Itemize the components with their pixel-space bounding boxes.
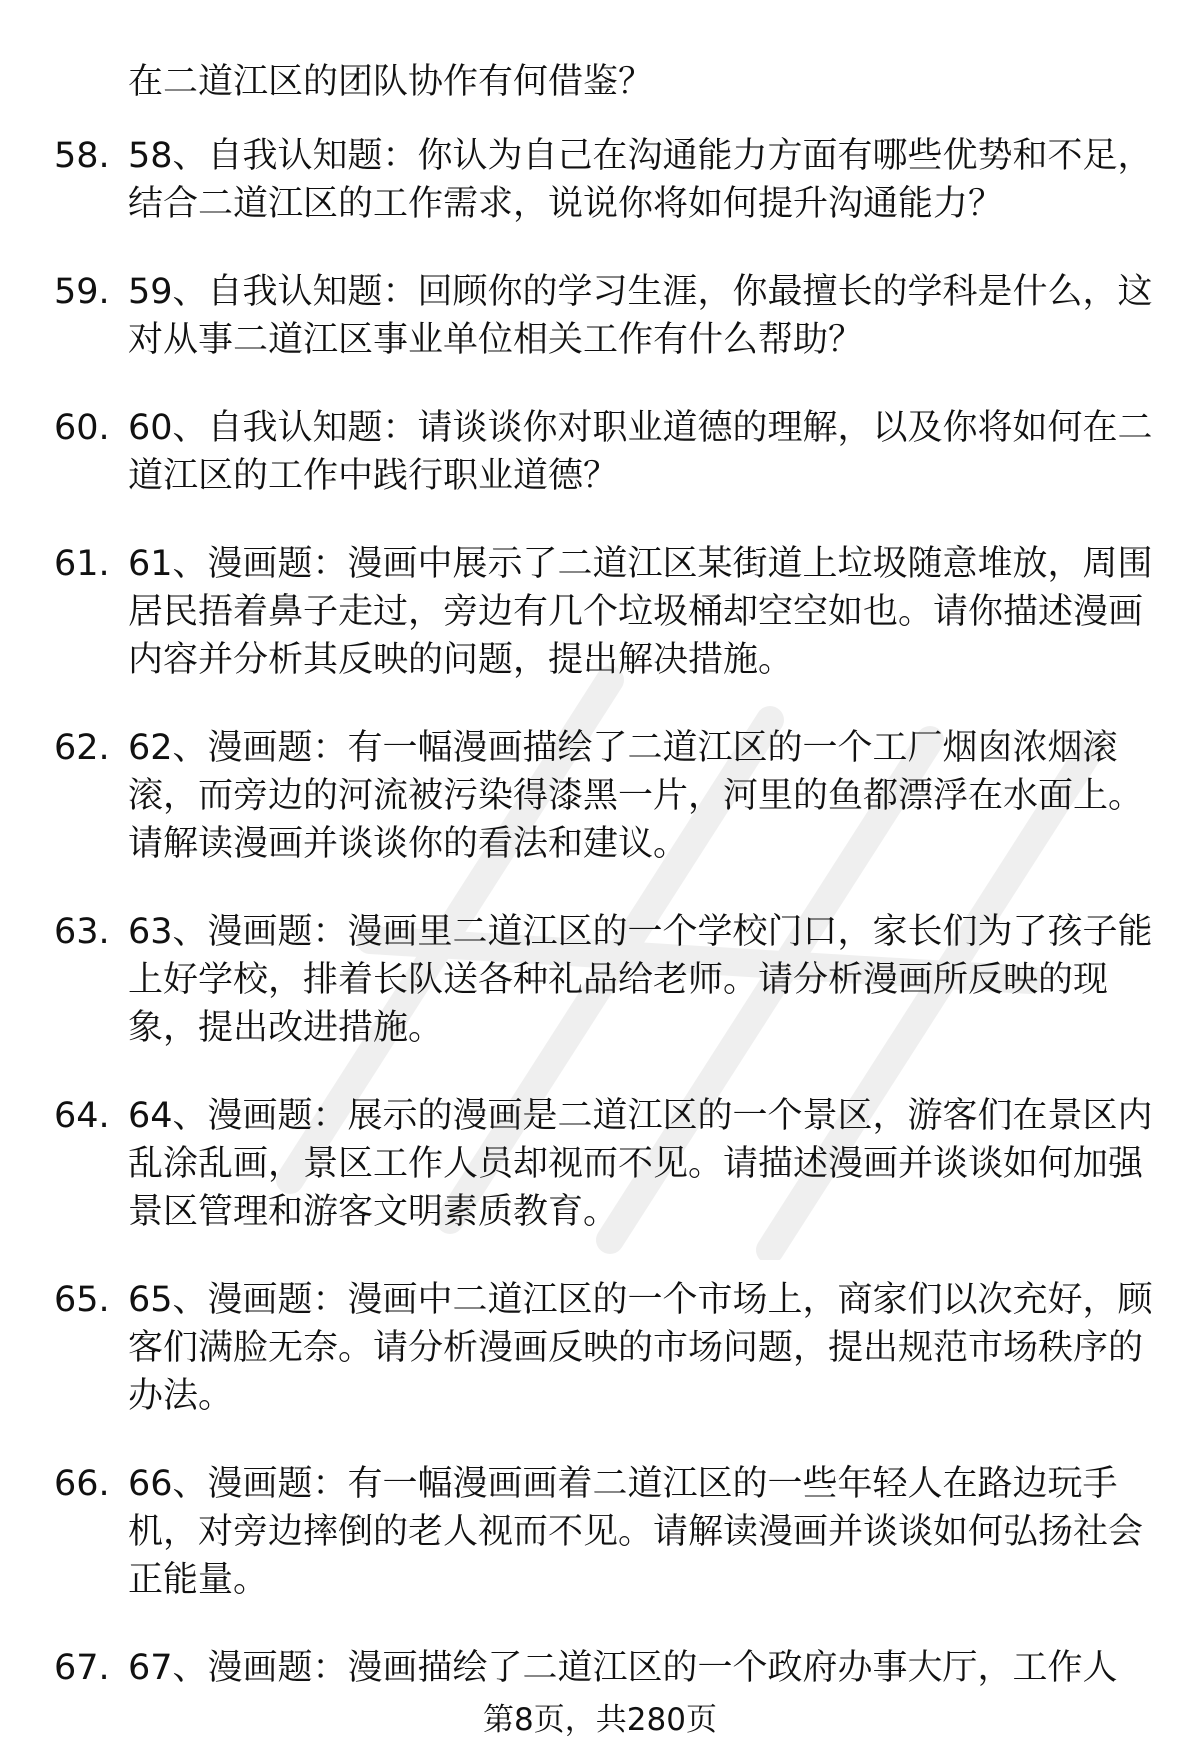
question-item bbox=[0, 724, 1200, 868]
question-item bbox=[0, 908, 1200, 1052]
page-footer: 第8页，共280页 bbox=[483, 1702, 717, 1738]
question-text: 65、漫画题：漫画中二道江区的一个市场上，商家们以次充好，顾客们满脸无奈。请分析漫画反映的市场问题，提出规范市场秩序的办法。 bbox=[128, 1280, 1153, 1416]
question-number: 66. bbox=[54, 1464, 110, 1504]
question-text: 60、自我认知题：请谈谈你对职业道德的理解，以及你将如何在二道江区的工作中践行职业道德？ bbox=[128, 408, 1153, 496]
question-number: 59. bbox=[54, 272, 110, 312]
question-item bbox=[0, 540, 1200, 684]
question-number: 65. bbox=[54, 1280, 110, 1320]
question-text: 62、漫画题：有一幅漫画描绘了二道江区的一个工厂烟囱浓烟滚滚，而旁边的河流被污染得漆黑一片，河里的鱼都漂浮在水面上。请解读漫画并谈谈你的看法和建议。 bbox=[128, 728, 1144, 864]
question-number: 67. bbox=[54, 1648, 110, 1688]
question-number: 62. bbox=[54, 728, 110, 768]
question-item bbox=[0, 404, 1200, 500]
question-item bbox=[0, 268, 1200, 364]
continuation-text: 在二道江区的团队协作有何借鉴？ bbox=[128, 62, 654, 102]
question-item bbox=[0, 1092, 1200, 1236]
question-item bbox=[0, 1460, 1200, 1604]
question-text: 64、漫画题：展示的漫画是二道江区的一个景区，游客们在景区内乱涂乱画，景区工作人员却视而不见。请描述漫画并谈谈如何加强景区管理和游客文明素质教育。 bbox=[128, 1096, 1153, 1232]
question-text: 67、漫画题：漫画描绘了二道江区的一个政府办事大厅，工作人 bbox=[128, 1648, 1118, 1688]
question-item bbox=[0, 1644, 1200, 1692]
question-text: 58、自我认知题：你认为自己在沟通能力方面有哪些优势和不足，结合二道江区的工作需求，说说你将如何提升沟通能力？ bbox=[128, 136, 1153, 224]
question-number: 61. bbox=[54, 544, 110, 584]
question-text: 59、自我认知题：回顾你的学习生涯，你最擅长的学科是什么，这对从事二道江区事业单位相关工作有什么帮助？ bbox=[128, 272, 1153, 360]
question-number: 64. bbox=[54, 1096, 110, 1136]
question-number: 63. bbox=[54, 912, 110, 952]
question-text: 66、漫画题：有一幅漫画画着二道江区的一些年轻人在路边玩手机，对旁边摔倒的老人视而不见。请解读漫画并谈谈如何弘扬社会正能量。 bbox=[128, 1464, 1144, 1600]
question-text: 61、漫画题：漫画中展示了二道江区某街道上垃圾随意堆放，周围居民捂着鼻子走过，旁边有几个垃圾桶却空空如也。请你描述漫画内容并分析其反映的问题，提出解决措施。 bbox=[128, 544, 1153, 680]
question-item bbox=[0, 1276, 1200, 1420]
question-text: 63、漫画题：漫画里二道江区的一个学校门口，家长们为了孩子能上好学校，排着长队送各种礼品给老师。请分析漫画所反映的现象，提出改进措施。 bbox=[128, 912, 1153, 1048]
question-number: 60. bbox=[54, 408, 110, 448]
question-number: 58. bbox=[54, 136, 110, 176]
question-list bbox=[0, 132, 1200, 1732]
question-item bbox=[0, 132, 1200, 228]
